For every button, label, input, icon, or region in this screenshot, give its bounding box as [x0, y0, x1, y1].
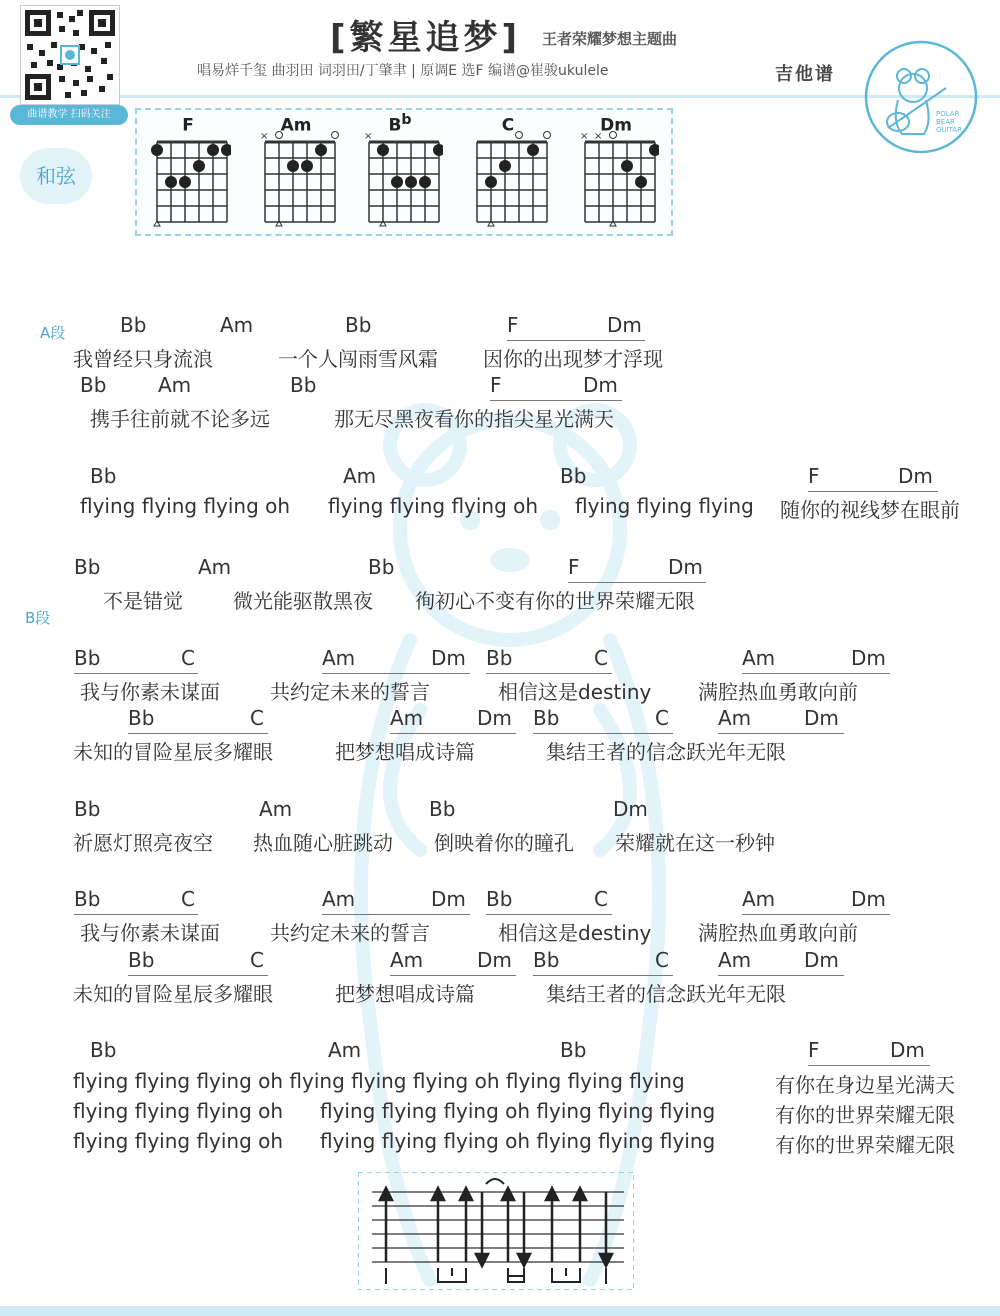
- chord-symbol: Am: [259, 797, 293, 821]
- lyric-phrase: 我与你素未谋面: [80, 680, 220, 704]
- lyric-phrase: flying flying flying oh flying flying flying oh flying flying flying: [73, 1069, 685, 1093]
- chord-line-2: [0, 373, 1000, 403]
- chord-symbol: Dm: [613, 797, 648, 821]
- lyric-phrase: 把梦想唱成诗篇: [335, 740, 475, 764]
- lyric-phrase: flying flying flying oh flying flying flying: [320, 1099, 716, 1123]
- lyric-phrase: flying flying flying oh: [328, 494, 539, 518]
- chord-underline: [390, 975, 516, 976]
- chord-symbol: Bb: [486, 646, 513, 670]
- chord-symbol: Dm: [607, 313, 642, 337]
- chord-symbol: Am: [322, 646, 356, 670]
- chord-symbol: F: [808, 464, 820, 488]
- chord-symbol: C: [250, 948, 264, 972]
- chord-symbol: Bb: [80, 373, 107, 397]
- lyric-phrase: 我曾经只身流浪: [73, 347, 213, 371]
- lyric-line-10: [0, 1069, 1000, 1099]
- chord-line-7: [0, 797, 1000, 827]
- chord-symbol: Dm: [851, 646, 886, 670]
- chord-symbol: C: [655, 948, 669, 972]
- chord-symbol: Bb: [560, 464, 587, 488]
- lyric-line-1: [0, 343, 1000, 373]
- lyric-phrase: flying flying flying: [575, 494, 754, 518]
- chord-symbol: Bb: [90, 464, 117, 488]
- chord-symbol: C: [250, 706, 264, 730]
- logo-line-2: BEAR: [936, 118, 955, 126]
- section-b-label: B段: [25, 609, 51, 627]
- chord-underline: [533, 975, 673, 976]
- chord-symbol: Bb: [120, 313, 147, 337]
- lyric-phrase: 荣耀就在这一秒钟: [615, 831, 775, 855]
- song-title: [繁星追梦]: [330, 18, 522, 58]
- lyric-phrase: flying flying flying oh: [73, 1099, 284, 1123]
- lyric-line-11: [0, 1099, 1000, 1129]
- chord-underline: [718, 975, 844, 976]
- chord-symbol: C: [181, 646, 195, 670]
- chord-symbol: F: [507, 313, 519, 337]
- chord-underline: [490, 400, 622, 401]
- chord-underline: [507, 340, 645, 341]
- fretboard: [151, 130, 231, 230]
- svg-text:×: ×: [364, 131, 373, 142]
- chord-underline: [128, 733, 268, 734]
- chord-symbol: Am: [390, 948, 424, 972]
- chord-symbol: Bb: [74, 646, 101, 670]
- lyric-phrase: 有你的世界荣耀无限: [775, 1103, 955, 1127]
- logo-line-3: GUITAR: [936, 126, 962, 134]
- lyric-phrase: 那无尽黑夜看你的指尖星光满天: [334, 407, 614, 431]
- chord-symbol: Am: [220, 313, 254, 337]
- chord-underline: [74, 914, 198, 915]
- chord-symbol: Dm: [898, 464, 933, 488]
- lyric-phrase: 共约定未来的誓言: [270, 921, 430, 945]
- chord-underline: [486, 914, 612, 915]
- fretboard: [363, 130, 443, 230]
- chord-underline: [322, 914, 470, 915]
- lyric-line-6: [0, 736, 1000, 766]
- chord-symbol: Dm: [804, 706, 839, 730]
- chord-symbol: F: [808, 1038, 820, 1062]
- chord-line-3: [0, 464, 1000, 494]
- chord-underline: [486, 673, 612, 674]
- svg-text:×: ×: [260, 131, 269, 142]
- logo-line-1: POLAR: [936, 110, 960, 118]
- chord-underline: [74, 673, 198, 674]
- svg-text:×: ×: [580, 131, 589, 142]
- lyric-phrase: 满腔热血勇敢向前: [698, 921, 858, 945]
- chord-symbol: Bb: [290, 373, 317, 397]
- sheet-type: 吉他谱: [775, 64, 835, 85]
- chord-symbol: Am: [718, 706, 752, 730]
- lyric-phrase: 因你的出现梦才浮现: [483, 347, 663, 371]
- chord-symbol: Am: [742, 887, 776, 911]
- chord-symbol: Bb: [74, 887, 101, 911]
- lyric-phrase: 共约定未来的誓言: [270, 680, 430, 704]
- chord-symbol: F: [490, 373, 502, 397]
- chord-symbol: Am: [322, 887, 356, 911]
- chord-symbol: F: [568, 555, 580, 579]
- svg-text:×: ×: [594, 131, 603, 142]
- fretboard: [259, 130, 339, 230]
- chord-symbol: Dm: [431, 646, 466, 670]
- chord-symbol: Dm: [477, 948, 512, 972]
- lyric-line-9: [0, 978, 1000, 1008]
- chord-symbol: Bb: [128, 706, 155, 730]
- chord-line-4: [0, 555, 1000, 585]
- song-credits: 唱易烊千玺 曲羽田 词羽田/丁肇聿 | 原调E 选F 编谱@崔骏ukulele: [197, 63, 609, 79]
- lyric-phrase: flying flying flying oh: [73, 1129, 284, 1153]
- strumming-pattern: [358, 1172, 634, 1290]
- chord-underline: [390, 733, 516, 734]
- lyric-phrase: 倒映着你的瞳孔: [434, 831, 574, 855]
- chord-underline: [322, 673, 470, 674]
- chord-symbol: Dm: [890, 1038, 925, 1062]
- chord-symbol: Bb: [345, 313, 372, 337]
- chord-diagram-c: [471, 110, 561, 230]
- chord-symbol: C: [594, 887, 608, 911]
- lyric-phrase: 我与你素未谋面: [80, 921, 220, 945]
- chord-symbol: Am: [343, 464, 377, 488]
- fretboard: [579, 130, 659, 230]
- chord-underline: [742, 673, 890, 674]
- lyric-line-5: [0, 676, 1000, 706]
- chord-underline: [808, 1065, 930, 1066]
- chord-underline: [742, 914, 890, 915]
- chord-symbol: Dm: [804, 948, 839, 972]
- lyric-line-8: [0, 917, 1000, 947]
- chord-diagram-panel: [135, 108, 673, 236]
- chord-symbol: Dm: [668, 555, 703, 579]
- chord-symbol: Bb: [429, 797, 456, 821]
- chord-symbol: Bb: [533, 948, 560, 972]
- chord-symbol: Am: [718, 948, 752, 972]
- lyric-phrase: 携手往前就不论多远: [90, 407, 270, 431]
- chord-symbol: Am: [390, 706, 424, 730]
- qr-code[interactable]: [20, 5, 120, 105]
- lyric-phrase: 祈愿灯照亮夜空: [73, 831, 213, 855]
- lyric-phrase: flying flying flying oh: [80, 494, 291, 518]
- lyric-phrase: 集结王者的信念跃光年无限: [546, 740, 786, 764]
- chord-underline: [128, 975, 268, 976]
- chord-symbol: Dm: [431, 887, 466, 911]
- header-divider: [0, 95, 1000, 98]
- polar-bear-guitar-logo: [862, 38, 980, 156]
- lyric-phrase: 微光能驱散黑夜: [233, 589, 373, 613]
- lyric-phrase: 未知的冒险星辰多耀眼: [73, 982, 273, 1006]
- chord-line-5: [0, 646, 1000, 676]
- fretboard: [471, 130, 551, 230]
- chord-flat: b: [401, 112, 412, 128]
- chord-symbol: Bb: [533, 706, 560, 730]
- section-a-label: A段: [40, 324, 66, 342]
- chord-symbol: C: [181, 887, 195, 911]
- chord-symbol: Am: [742, 646, 776, 670]
- chord-name: Dm: [600, 115, 632, 136]
- chord-diagram-f: [151, 110, 241, 230]
- lyric-line-2: [0, 403, 1000, 433]
- chord-name: C: [501, 115, 515, 136]
- chord-underline: [568, 582, 706, 583]
- chord-symbol: Dm: [851, 887, 886, 911]
- lyric-phrase: 未知的冒险星辰多耀眼: [73, 740, 273, 764]
- chord-underline: [808, 491, 938, 492]
- chord-symbol: Bb: [74, 797, 101, 821]
- chord-line-6: [0, 706, 1000, 736]
- lyric-phrase: 满腔热血勇敢向前: [698, 680, 858, 704]
- chord-symbol: Bb: [368, 555, 395, 579]
- lyric-phrase: 一个人闯雨雪风霜: [278, 347, 438, 371]
- lyric-phrase: 随你的视线梦在眼前: [780, 498, 960, 522]
- lyric-phrase: 相信这是destiny: [498, 921, 652, 945]
- lyric-phrase: 热血随心脏跳动: [253, 831, 393, 855]
- chord-name: Am: [280, 115, 312, 136]
- chord-symbol: Bb: [128, 948, 155, 972]
- chord-underline: [718, 733, 844, 734]
- chord-symbol: Bb: [74, 555, 101, 579]
- chord-line-10: [0, 1038, 1000, 1068]
- lyric-line-12: [0, 1129, 1000, 1159]
- chord-diagram-bb: [363, 110, 453, 230]
- chord-line-1: [0, 313, 1000, 343]
- chord-symbol: C: [655, 706, 669, 730]
- chord-symbol: Bb: [90, 1038, 117, 1062]
- chord-symbol: Dm: [477, 706, 512, 730]
- lyric-line-4: [0, 585, 1000, 615]
- lyric-phrase: 徇初心不变有你的世界荣耀无限: [415, 589, 695, 613]
- chord-symbol: Dm: [583, 373, 618, 397]
- chord-symbol: Bb: [486, 887, 513, 911]
- bottom-bar: [0, 1306, 1000, 1316]
- chord-symbol: Am: [328, 1038, 362, 1062]
- chord-symbol: C: [594, 646, 608, 670]
- lyric-phrase: 不是错觉: [103, 589, 183, 613]
- lyric-phrase: flying flying flying oh flying flying flying: [320, 1129, 716, 1153]
- chord-symbol: Bb: [560, 1038, 587, 1062]
- lyric-phrase: 有你的世界荣耀无限: [775, 1133, 955, 1157]
- chords-label: 和弦: [20, 148, 92, 204]
- chord-line-9: [0, 948, 1000, 978]
- qr-caption: 曲谱教学 扫码关注: [10, 105, 128, 125]
- chord-name: F: [182, 115, 194, 136]
- chord-symbol: Am: [198, 555, 232, 579]
- chord-diagram-am: [259, 110, 349, 230]
- lyric-phrase: 把梦想唱成诗篇: [335, 982, 475, 1006]
- lyric-phrase: 有你在身边星光满天: [775, 1073, 955, 1097]
- chord-name: B: [388, 115, 402, 136]
- chord-diagram-dm: [579, 110, 669, 230]
- lyric-line-3: [0, 494, 1000, 524]
- chord-symbol: Am: [158, 373, 192, 397]
- chord-underline: [533, 733, 673, 734]
- lyric-phrase: 相信这是destiny: [498, 680, 652, 704]
- lyric-phrase: 集结王者的信念跃光年无限: [546, 982, 786, 1006]
- chord-line-8: [0, 887, 1000, 917]
- lyric-line-7: [0, 827, 1000, 857]
- song-subtitle: 王者荣耀梦想主题曲: [542, 30, 678, 48]
